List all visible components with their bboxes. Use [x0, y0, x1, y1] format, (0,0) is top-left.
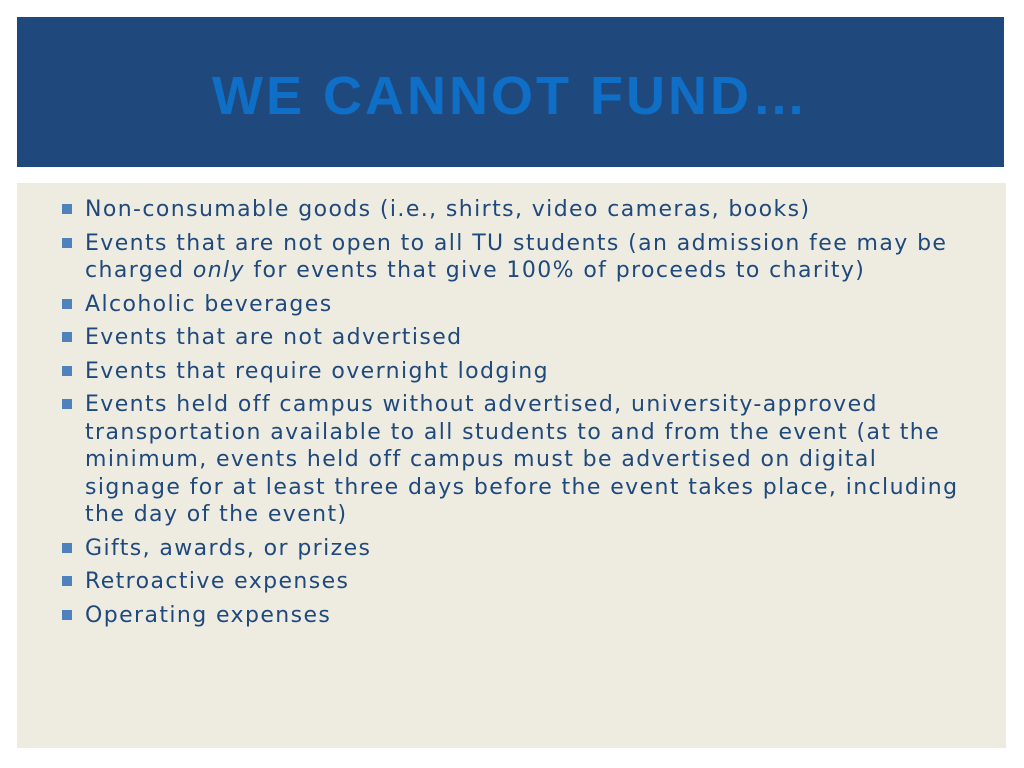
list-item [61, 291, 966, 319]
list-item [61, 324, 966, 352]
square-bullet-icon [62, 399, 72, 409]
list-item [61, 568, 966, 596]
list-item [61, 602, 966, 630]
content-area [17, 183, 1006, 748]
square-bullet-icon [62, 576, 72, 586]
list-item [61, 535, 966, 563]
bullet-text: Non-consumable goods (i.e., shirts, video cameras, books) [85, 197, 811, 222]
list-item [61, 358, 966, 386]
list-item [61, 230, 966, 285]
square-bullet-icon [62, 543, 72, 553]
bullet-text: Gifts, awards, or prizes [85, 535, 372, 561]
square-bullet-icon [62, 204, 72, 214]
square-bullet-icon [62, 366, 72, 376]
square-bullet-icon [62, 332, 72, 342]
list-item [61, 196, 966, 224]
title-bar [17, 17, 1004, 167]
bullet-text: Alcoholic beverages [85, 291, 333, 317]
bullet-text-end: for events that give 100% of proceeds to charity) [244, 258, 866, 283]
bullet-text: Events that require overnight lodging [85, 358, 549, 384]
bullet-text: Operating expenses [85, 602, 332, 628]
bullet-text: Events held off campus without advertised, university-approved transportation available to all students to and from the event (at the minimum, events held off campus must be advertised on digital signage for at least three days before the event takes place, including the day of the event) [85, 392, 959, 527]
bullet-emphasis: only [192, 258, 245, 283]
list-item [61, 391, 966, 529]
square-bullet-icon [62, 238, 72, 248]
square-bullet-icon [62, 299, 72, 309]
bullet-text-start: Events that are not open to all TU students (an admission fee may be charged [85, 230, 948, 283]
bullet-text: Events that are not advertised [85, 325, 463, 350]
slide-title: WE CANNOT FUND… [212, 66, 809, 126]
bullet-text: Retroactive expenses [85, 569, 350, 594]
bullet-list [17, 183, 1006, 629]
square-bullet-icon [62, 610, 72, 620]
